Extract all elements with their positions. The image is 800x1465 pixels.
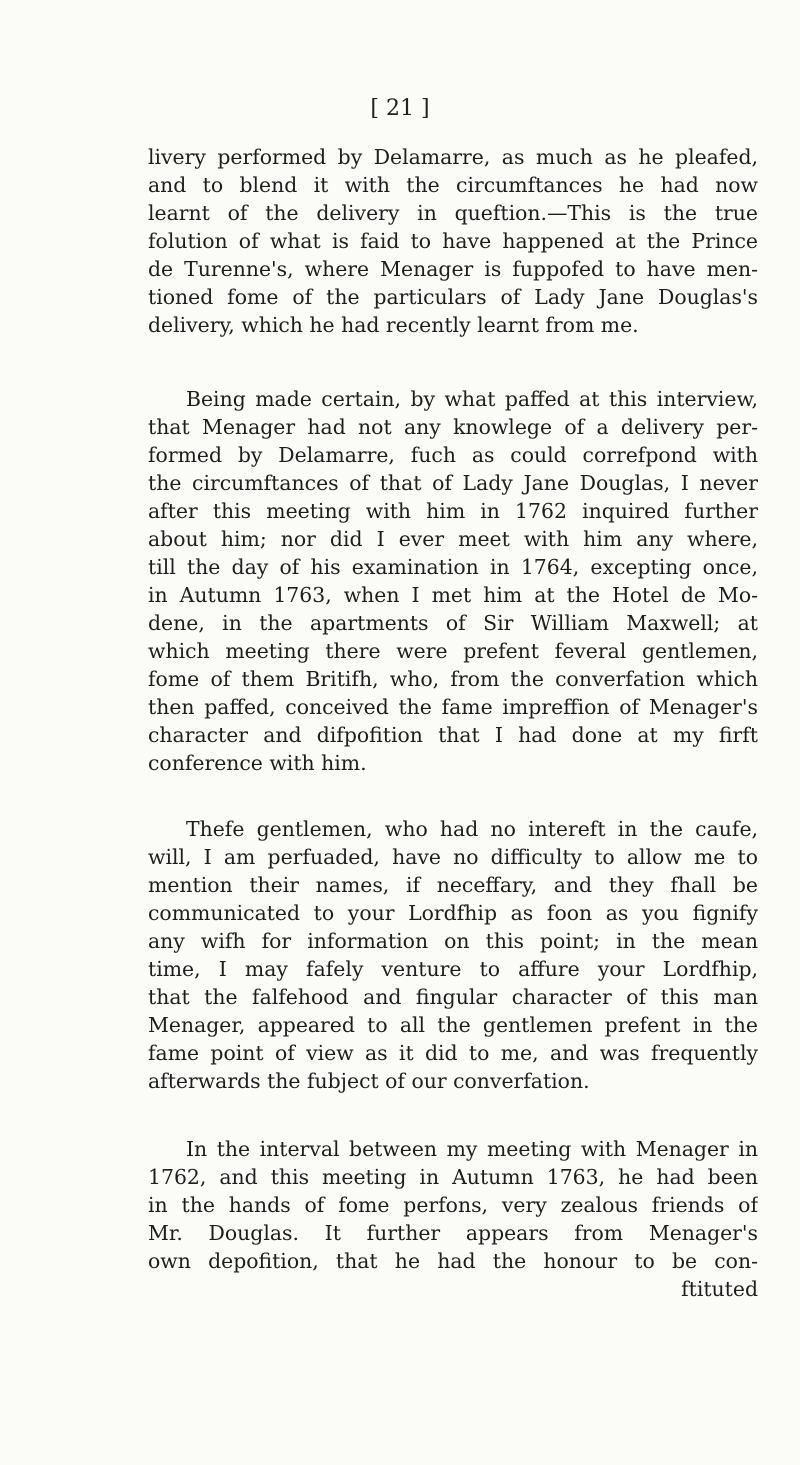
text-line: and to blend it with the circumftances he had now — [148, 173, 758, 197]
text-line: Thefe gentlemen, who had no intereft in the caufe, — [186, 817, 758, 841]
catchword: ftituted — [681, 1277, 758, 1301]
text-line: Menager, appeared to all the gentlemen prefent in the — [148, 1013, 758, 1037]
text-line: livery performed by Delamarre, as much as he pleafed, — [148, 145, 758, 169]
text-line: communicated to your Lordfhip as foon as you fignify — [148, 901, 758, 925]
text-line: own depofition, that he had the honour to be con- — [148, 1249, 758, 1273]
text-line: then paffed, conceived the fame impreffion of Menager's — [148, 695, 758, 719]
text-line: that Menager had not any knowlege of a delivery per- — [148, 415, 758, 439]
text-line: delivery, which he had recently learnt from me. — [148, 313, 639, 337]
text-line: fome of them Britifh, who, from the converfation which — [148, 667, 758, 691]
paragraph-2 — [148, 385, 758, 777]
text-line: fame point of view as it did to me, and was frequently — [148, 1041, 758, 1065]
text-line: learnt of the delivery in queftion.—This is the true — [148, 201, 758, 225]
text-line: the circumftances of that of Lady Jane Douglas, I never — [148, 471, 758, 495]
body-text — [148, 143, 758, 1303]
text-line: will, I am perfuaded, have no difficulty to allow me to — [148, 845, 758, 869]
text-line: time, I may fafely venture to affure your Lordfhip, — [148, 957, 758, 981]
text-line: about him; nor did I ever meet with him any where, — [148, 527, 758, 551]
text-line: in the hands of fome perfons, very zealous friends of — [148, 1193, 758, 1217]
text-line: afterwards the fubject of our converfation. — [148, 1069, 590, 1093]
text-line: formed by Delamarre, fuch as could correfpond with — [148, 443, 758, 467]
paragraph-4 — [148, 1135, 758, 1303]
text-line: character and difpofition that I had done at my firft — [148, 723, 758, 747]
text-line: dene, in the apartments of Sir William Maxwell; at — [148, 611, 758, 635]
text-line: that the falfehood and fingular character of this man — [148, 985, 758, 1009]
text-line: folution of what is faid to have happened at the Prince — [148, 229, 758, 253]
text-line: Mr. Douglas. It further appears from Menager's — [148, 1221, 758, 1245]
text-line: any wifh for information on this point; in the mean — [148, 929, 758, 953]
text-line: Being made certain, by what paffed at this interview, — [186, 387, 758, 411]
text-line: tioned fome of the particulars of Lady Jane Douglas's — [148, 285, 758, 309]
paragraph-1 — [148, 143, 758, 339]
text-line: which meeting there were prefent feveral gentlemen, — [148, 639, 758, 663]
text-line: after this meeting with him in 1762 inquired further — [148, 499, 758, 523]
page-number: [ 21 ] — [370, 96, 430, 121]
paragraph-3 — [148, 815, 758, 1095]
text-line: In the interval between my meeting with Menager in — [186, 1137, 758, 1161]
text-line: 1762, and this meeting in Autumn 1763, he had been — [148, 1165, 758, 1189]
text-line: de Turenne's, where Menager is fuppofed to have men- — [148, 257, 758, 281]
text-line: mention their names, if neceffary, and they fhall be — [148, 873, 758, 897]
text-line: conference with him. — [148, 751, 367, 775]
text-line: in Autumn 1763, when I met him at the Hotel de Mo- — [148, 583, 758, 607]
text-line: till the day of his examination in 1764, excepting once, — [148, 555, 758, 579]
